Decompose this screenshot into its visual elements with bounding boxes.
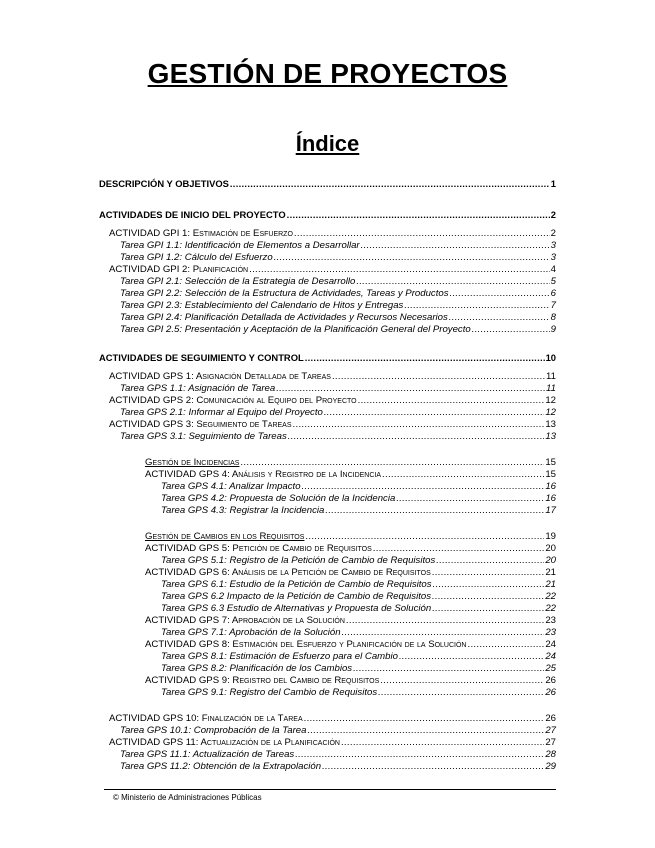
toc-entry[interactable]: Tarea GPI 2.1: Selección de la Estrategia de Desarrollo ..... 5: [120, 276, 556, 288]
toc-entry[interactable]: ACTIVIDADES DE INICIO DEL PROYECTO ..... 2: [99, 209, 556, 221]
toc-entry[interactable]: ACTIVIDAD GPS 3: Seguimiento de Tareas ..... 13: [109, 419, 556, 431]
toc-entry[interactable]: Gestión de Incidencias ..... 15: [145, 457, 556, 469]
toc-entry[interactable]: Tarea GPS 7.1: Aprobación de la Solución ..... 23: [161, 627, 556, 639]
toc-entry[interactable]: Tarea GPI 2.5: Presentación y Aceptación de la Planificación General del Proyecto ..... 9: [120, 324, 556, 336]
toc-entry[interactable]: Tarea GPS 8.1: Estimación de Esfuerzo para el Cambio ..... 24: [161, 651, 556, 663]
toc-entry[interactable]: Tarea GPS 3.1: Seguimiento de Tareas ..... 13: [120, 431, 556, 443]
toc-entry[interactable]: Tarea GPS 4.3: Registrar la Incidencia ..... 17: [161, 505, 556, 517]
toc-entry[interactable]: Tarea GPS 11.1: Actualización de Tareas ..... 28: [120, 749, 556, 761]
toc-entry[interactable]: Gestión de Cambios en los Requisitos ..... 19: [145, 531, 556, 543]
toc-entry[interactable]: ACTIVIDAD GPS 10: Finalización de la Tarea ..... 26: [109, 713, 556, 725]
toc-entry[interactable]: ACTIVIDAD GPS 4: Análisis y Registro de la Incidencia ..... 15: [145, 469, 556, 481]
toc-entry[interactable]: ACTIVIDAD GPS 2: Comunicación al Equipo del Proyecto ..... 12: [109, 395, 556, 407]
toc-entry[interactable]: Tarea GPS 6.2 Impacto de la Petición de Cambio de Requisitos ..... 22: [161, 591, 556, 603]
toc-entry[interactable]: Tarea GPS 6.3 Estudio de Alternativas y Propuesta de Solución ..... 22: [161, 603, 556, 615]
toc-entry[interactable]: Tarea GPS 11.2: Obtención de la Extrapolación ..... 29: [120, 761, 556, 773]
toc-entry[interactable]: ACTIVIDAD GPS 7: Aprobación de la Solución ..... 23: [145, 615, 556, 627]
toc-entry[interactable]: ACTIVIDAD GPI 1: Estimación de Esfuerzo ..... 2: [109, 228, 556, 240]
toc-entry[interactable]: ACTIVIDAD GPS 8: Estimación del Esfuerzo y Planificación de la Solución ..... 24: [145, 639, 556, 651]
toc-entry[interactable]: ACTIVIDADES DE SEGUIMIENTO Y CONTROL ..... 10: [99, 352, 556, 364]
toc-entry[interactable]: Tarea GPI 2.3: Establecimiento del Calendario de Hitos y Entregas ..... 7: [120, 300, 556, 312]
toc-entry[interactable]: Tarea GPI 1.1: Identificación de Elementos a Desarrollar ..... 3: [120, 240, 556, 252]
toc-entry[interactable]: Tarea GPS 1.1: Asignación de Tarea ..... 11: [120, 383, 556, 395]
toc-entry[interactable]: Tarea GPS 2.1: Informar al Equipo del Proyecto ..... 12: [120, 407, 556, 419]
toc-entry[interactable]: Tarea GPS 8.2: Planificación de los Cambios ..... 25: [161, 663, 556, 675]
toc-entry[interactable]: Tarea GPS 4.2: Propuesta de Solución de la Incidencia ..... 16: [161, 493, 556, 505]
toc-entry[interactable]: ACTIVIDAD GPI 2: Planificación ..... 4: [109, 264, 556, 276]
toc-entry[interactable]: Tarea GPI 2.2: Selección de la Estructura de Actividades, Tareas y Productos ..... 6: [120, 288, 556, 300]
toc-entry[interactable]: Tarea GPS 4.1: Analizar Impacto ..... 16: [161, 481, 556, 493]
toc-entry[interactable]: Tarea GPS 9.1: Registro del Cambio de Requisitos ..... 26: [161, 687, 556, 699]
toc-entry[interactable]: ACTIVIDAD GPS 9: Registro del Cambio de Requisitos ..... 26: [145, 675, 556, 687]
toc-entry[interactable]: Tarea GPS 10.1: Comprobación de la Tarea ..... 27: [120, 725, 556, 737]
toc-entry[interactable]: ACTIVIDAD GPS 5: Petición de Cambio de Requisitos ..... 20: [145, 543, 556, 555]
index-heading: Índice: [295, 131, 360, 156]
toc-entry[interactable]: Tarea GPI 2.4: Planificación Detallada de Actividades y Recursos Necesarios ..... 8: [120, 312, 556, 324]
toc-entry[interactable]: Tarea GPS 6.1: Estudio de la Petición de Cambio de Requisitos ..... 21: [161, 579, 556, 591]
toc-entry[interactable]: Tarea GPS 5.1: Registro de la Petición de Cambio de Requisitos ..... 20: [161, 555, 556, 567]
document-title: GESTIÓN DE PROYECTOS: [147, 58, 508, 89]
footer-copyright: © Ministerio de Administraciones Públicas: [113, 793, 262, 802]
toc-entry[interactable]: DESCRIPCIÓN Y OBJETIVOS ..... 1: [99, 178, 556, 190]
footer-divider: [104, 789, 556, 790]
toc-entry[interactable]: ACTIVIDAD GPS 11: Actualización de la Planificación ..... 27: [109, 737, 556, 749]
toc-entry[interactable]: ACTIVIDAD GPS 1: Asignación Detallada de Tareas ..... 11: [109, 371, 556, 383]
toc-entry[interactable]: Tarea GPI 1.2: Cálculo del Esfuerzo ..... 3: [120, 252, 556, 264]
toc-entry[interactable]: ACTIVIDAD GPS 6: Análisis de la Petición de Cambio de Requisitos ..... 21: [145, 567, 556, 579]
